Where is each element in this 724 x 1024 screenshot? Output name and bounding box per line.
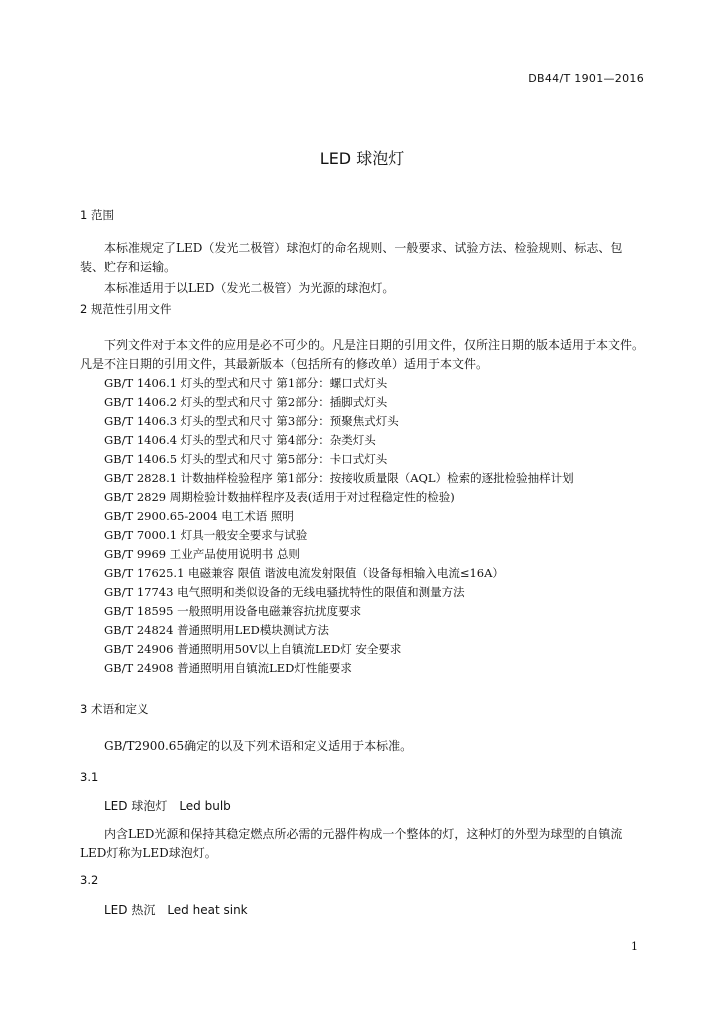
term-3-2-title: [104, 901, 260, 918]
term-3-2-zh: LED 热沉: [104, 903, 156, 917]
reference-item: GB/T 1406.4 灯头的型式和尺寸 第4部分：杂类灯头: [104, 433, 376, 447]
section-2-intro: 下列文件对于本文件的应用是必不可少的。凡是注日期的引用文件，仅所注日期的版本适用于本文件。凡是不注日期的引用文件，其最新版本（包括所有的修改单）适用于本文件。: [80, 338, 645, 371]
section-3-heading: 3 术语和定义: [80, 702, 149, 716]
section-1-para-1: 本标准规定了LED（发光二极管）球泡灯的命名规则、一般要求、试验方法、检验规则、标志、包装、贮存和运输。: [80, 241, 623, 274]
reference-item: GB/T 24824 普通照明用LED模块测试方法: [104, 623, 329, 637]
term-3-2-number: 3.2: [80, 873, 99, 887]
reference-item: GB/T 1406.3 灯头的型式和尺寸 第3部分：预聚焦式灯头: [104, 414, 399, 428]
document-code: DB44/T 1901—2016: [528, 72, 644, 85]
term-3-1-title: [104, 797, 243, 814]
reference-item: GB/T 18595 一般照明用设备电磁兼容抗扰度要求: [104, 604, 362, 618]
section-3-intro: GB/T2900.65确定的以及下列术语和定义适用于本标准。: [104, 739, 413, 753]
section-1-para-2: 本标准适用于以LED（发光二极管）为光源的球泡灯。: [104, 281, 395, 295]
reference-item: GB/T 9969 工业产品使用说明书 总则: [104, 547, 300, 561]
reference-item: GB/T 1406.1 灯头的型式和尺寸 第1部分：螺口式灯头: [104, 376, 388, 390]
section-2-heading: 2 规范性引用文件: [80, 302, 172, 316]
term-3-1-definition: 内含LED光源和保持其稳定燃点所必需的元器件构成一个整体的灯，这种灯的外型为球型的自镇流LED灯称为LED球泡灯。: [80, 827, 623, 860]
reference-item: GB/T 2900.65-2004 电工术语 照明: [104, 509, 294, 523]
reference-item: GB/T 7000.1 灯具一般安全要求与试验: [104, 528, 308, 542]
reference-item: GB/T 24908 普通照明用自镇流LED灯性能要求: [104, 661, 352, 675]
page-number: 1: [631, 940, 638, 953]
reference-item: GB/T 1406.2 灯头的型式和尺寸 第2部分：插脚式灯头: [104, 395, 388, 409]
reference-item: GB/T 1406.5 灯头的型式和尺寸 第5部分：卡口式灯头: [104, 452, 388, 466]
reference-item: GB/T 24906 普通照明用50V以上自镇流LED灯 安全要求: [104, 642, 402, 656]
reference-item: GB/T 17743 电气照明和类似设备的无线电骚扰特性的限值和测量方法: [104, 585, 465, 599]
term-3-1-en: Led bulb: [179, 799, 231, 813]
page-title: LED 球泡灯: [319, 149, 405, 168]
reference-item: GB/T 17625.1 电磁兼容 限值 谐波电流发射限值（设备每相输入电流≤16A）: [104, 566, 504, 580]
reference-item: GB/T 2828.1 计数抽样检验程序 第1部分：按接收质量限（AQL）检索的逐批检验抽样计划: [104, 471, 574, 485]
section-1-heading: 1 范围: [80, 208, 114, 222]
term-3-2-en: Led heat sink: [167, 903, 248, 917]
reference-item: GB/T 2829 周期检验计数抽样程序及表(适用于对过程稳定性的检验): [104, 490, 455, 504]
term-3-1-number: 3.1: [80, 770, 99, 784]
term-3-1-zh: LED 球泡灯: [104, 799, 168, 813]
